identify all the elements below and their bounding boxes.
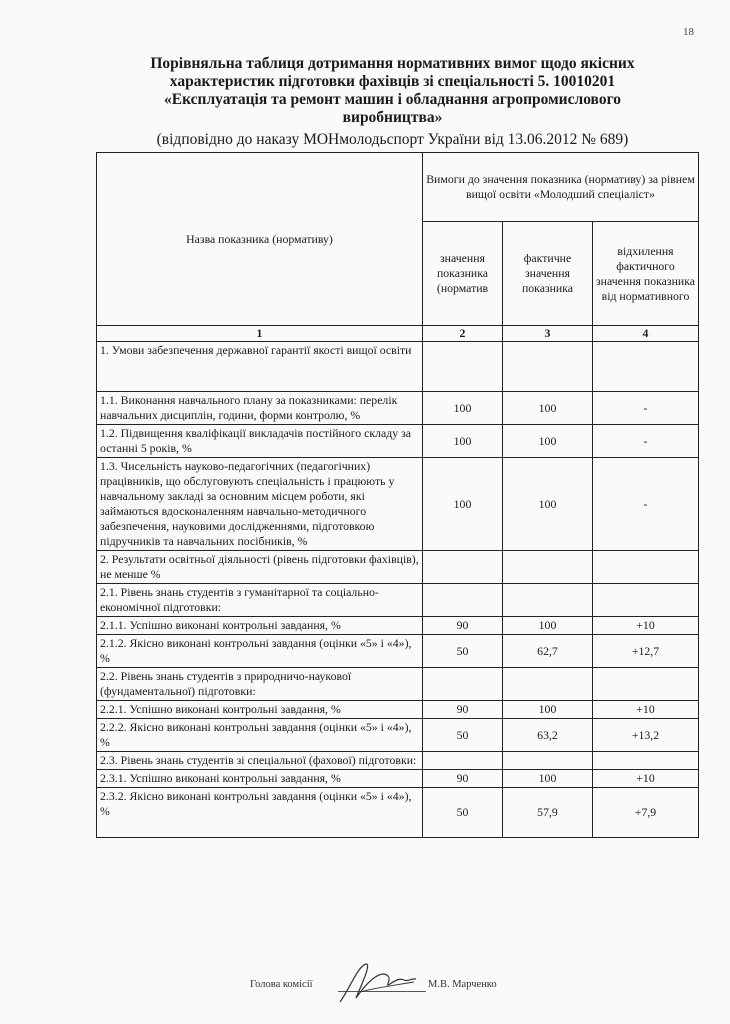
actual-value-cell: 63,2	[503, 719, 593, 752]
column-index: 3	[503, 326, 593, 342]
deviation-cell: +7,9	[593, 788, 699, 838]
deviation-cell	[593, 668, 699, 701]
table-row	[97, 752, 699, 770]
actual-value-cell: 62,7	[503, 635, 593, 668]
indicator-name-cell: 2.1.2. Якісно виконані контрольні завдання (оцінки «5» і «4»), %	[97, 635, 423, 668]
indicator-name-cell: 1.2. Підвищення кваліфікації викладачів постійного складу за останні 5 років, %	[97, 425, 423, 458]
deviation-cell: +10	[593, 701, 699, 719]
title-line: характеристик підготовки фахівців зі спеціальності 5. 10010201	[169, 73, 616, 90]
deviation-cell: +10	[593, 770, 699, 788]
table-row	[97, 392, 699, 425]
table-body	[97, 342, 699, 838]
deviation-cell: -	[593, 425, 699, 458]
table-row	[97, 668, 699, 701]
column-index: 2	[423, 326, 503, 342]
norm-value-cell	[423, 668, 503, 701]
title-line: «Експлуатація та ремонт машин і обладнання агропромислового	[164, 91, 621, 108]
norm-value-cell: 90	[423, 770, 503, 788]
indicator-name-cell: 2.2.1. Успішно виконані контрольні завдання, %	[97, 701, 423, 719]
document-subtitle: (відповідно до наказу МОНмолодьспорт України від 13.06.2012 № 689)	[156, 131, 629, 148]
actual-value-cell: 57,9	[503, 788, 593, 838]
norm-value-cell: 100	[423, 392, 503, 425]
table-row	[97, 342, 699, 392]
actual-value-cell	[503, 584, 593, 617]
deviation-cell: +12,7	[593, 635, 699, 668]
norm-value-cell	[423, 551, 503, 584]
table-row	[97, 425, 699, 458]
header-actual-value: фактичне значення показника	[503, 222, 593, 326]
norm-value-cell: 50	[423, 719, 503, 752]
table-row	[97, 770, 699, 788]
signatory-role: Голова комісії	[250, 979, 313, 990]
deviation-cell: +13,2	[593, 719, 699, 752]
handwritten-signature	[330, 958, 420, 1008]
header-requirements: Вимоги до значення показника (нормативу) за рівнем вищої освіти «Молодший спеціаліст»	[423, 153, 699, 222]
deviation-cell	[593, 342, 699, 392]
indicator-name-cell: 2.3.1. Успішно виконані контрольні завдання, %	[97, 770, 423, 788]
table-row	[97, 719, 699, 752]
indicator-name-cell: 2.2.2. Якісно виконані контрольні завдання (оцінки «5» і «4»), %	[97, 719, 423, 752]
column-index: 4	[593, 326, 699, 342]
deviation-cell: +10	[593, 617, 699, 635]
comparison-table	[96, 152, 699, 838]
document-title	[100, 55, 685, 127]
table-row	[97, 701, 699, 719]
title-line: виробництва»	[342, 109, 443, 126]
actual-value-cell	[503, 342, 593, 392]
table-row	[97, 584, 699, 617]
indicator-name-cell: 2.1. Рівень знань студентів з гуманітарної та соціально-економічної підготовки:	[97, 584, 423, 617]
norm-value-cell: 50	[423, 635, 503, 668]
header-indicator-name: Назва показника (нормативу)	[97, 153, 423, 326]
indicator-name-cell: 2. Результати освітньої діяльності (рівень підготовки фахівців), не менше %	[97, 551, 423, 584]
indicator-name-cell: 1.1. Виконання навчального плану за показниками: перелік навчальних дисциплін, години, форми контролю, %	[97, 392, 423, 425]
table-row	[97, 551, 699, 584]
actual-value-cell: 100	[503, 770, 593, 788]
actual-value-cell	[503, 752, 593, 770]
deviation-cell	[593, 551, 699, 584]
norm-value-cell: 90	[423, 617, 503, 635]
table-row	[97, 788, 699, 838]
indicator-name-cell: 1. Умови забезпечення державної гарантії якості вищої освіти	[97, 342, 423, 392]
deviation-cell: -	[593, 458, 699, 551]
norm-value-cell	[423, 752, 503, 770]
indicator-name-cell: 2.3.2. Якісно виконані контрольні завдання (оцінки «5» і «4»), %	[97, 788, 423, 838]
page-number: 18	[683, 26, 694, 38]
table-row	[97, 635, 699, 668]
header-deviation: відхилення фактичного значення показника від нормативного	[593, 222, 699, 326]
column-index: 1	[97, 326, 423, 342]
actual-value-cell: 100	[503, 458, 593, 551]
norm-value-cell: 100	[423, 425, 503, 458]
deviation-cell: -	[593, 392, 699, 425]
actual-value-cell: 100	[503, 392, 593, 425]
norm-value-cell: 90	[423, 701, 503, 719]
table-row	[97, 458, 699, 551]
table-row	[97, 617, 699, 635]
indicator-name-cell: 2.3. Рівень знань студентів зі спеціальної (фахової) підготовки:	[97, 752, 423, 770]
actual-value-cell: 100	[503, 701, 593, 719]
column-index-row	[97, 326, 699, 342]
actual-value-cell: 100	[503, 617, 593, 635]
norm-value-cell: 50	[423, 788, 503, 838]
actual-value-cell	[503, 668, 593, 701]
actual-value-cell	[503, 551, 593, 584]
deviation-cell	[593, 752, 699, 770]
norm-value-cell	[423, 342, 503, 392]
title-line: Порівняльна таблиця дотримання нормативних вимог щодо якісних	[150, 55, 635, 72]
header-norm-value: значення показника (норматив	[423, 222, 503, 326]
indicator-name-cell: 2.1.1. Успішно виконані контрольні завдання, %	[97, 617, 423, 635]
indicator-name-cell: 1.3. Чисельність науково-педагогічних (педагогічних) працівників, що обслуговують спеціальність і працюють у навчальному закладі за основним місцем роботи, які займаються вдосконаленням навчально-методичного забезпечення, науковими дослідженнями, підготовкою підручників та навчальних посібників, %	[97, 458, 423, 551]
signatory-name: М.В. Марченко	[428, 979, 497, 990]
norm-value-cell: 100	[423, 458, 503, 551]
norm-value-cell	[423, 584, 503, 617]
actual-value-cell: 100	[503, 425, 593, 458]
indicator-name-cell: 2.2. Рівень знань студентів з природничо-наукової (фундаментальної) підготовки:	[97, 668, 423, 701]
deviation-cell	[593, 584, 699, 617]
